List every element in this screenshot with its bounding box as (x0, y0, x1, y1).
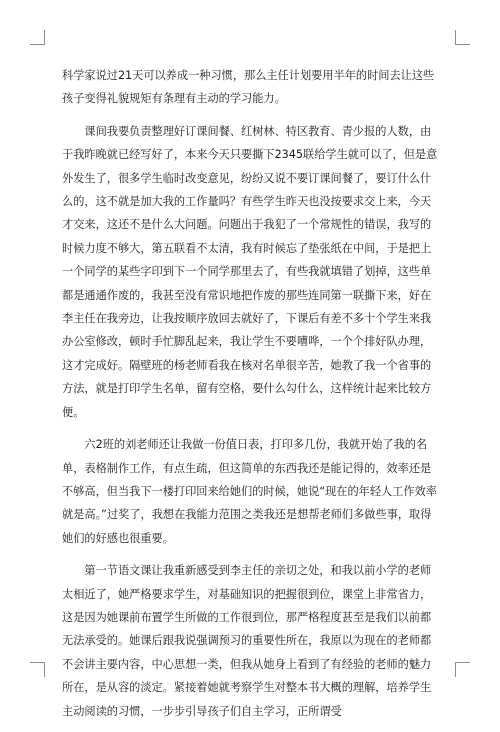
paragraph-4: 第一节语文课让我重新感受到李主任的亲切之处，和我以前小学的老师太相近了，她严格要求学生，对基础知识的把握很到位，课堂上非常省力，这是因为她课前布置学生所做的工作很到位，那严格程度甚至是我们以前都无法承受的。她课后跟我说强调预习的重要性所在，我原以为现在的老师都不会讲主要内容，中心思想一类，但我从她身上看到了有经验的老师的魅力所在，是从容的淡定。紧接着她就考察学生对整本书大概的理解，培养学生主动阅读的习惯，一步步引导孩子们自主学习，正所谓受 (62, 564, 432, 718)
crop-mark-top-right (455, 30, 470, 45)
paragraph-1: 科学家说过21天可以养成一种习惯，那么主任计划要用半年的时间去让这些孩子变得礼貌规矩有条理有主动的学习能力。 (62, 69, 435, 106)
crop-mark-bottom-left (30, 662, 45, 677)
paragraph-2: 课间我要负责整理好订课间餐、红树林、特区教育、青少报的人数，由于我昨晚就已经写好了，本来今天只要撕下2345联给学生就可以了，但是意外发生了，很多学生临时改变意见，纷纷又说不要订课间餐了，要订什么什么的，这不就是加大我的工作量吗？有些学生昨天也没按要求交上来，今天才交来，这还不是什么大问题。问题出于我犯了一个常规性的错误，我写的时候力度不够大，第五联看不太清，我有时候忘了垫张纸在中间，于是把上一个同学的某些字印到下一个同学那里去了，有些我就填错了划掉，这些单都是通通作废的，我甚至没有常识地把作废的那些连同第一联撕下来，好在李主任在我旁边，让我按顺序放回去就好了，下课后有差不多十个学生来我办公室修改，顿时手忙脚乱起来，我让学生不要嘈哗，一个个排好队办理，这才完成好。隔壁班的杨老师看我在核对名单很辛苦，她教了我一个省事的方法，就是打印学生名单，留有空格，要什么勾什么，这样统计起来比较方便。 (62, 124, 438, 419)
crop-mark-bottom-right (455, 662, 470, 677)
crop-mark-top-left (30, 30, 45, 45)
document-body (62, 64, 438, 732)
paragraph-3: 六2班的刘老师还让我做一份值日表，打印多几份，我就开始了我的名单，表格制作工作，有点生疏，但这简单的东西我还是能记得的，效率还是不够高，但当我下一楼打印回来给她们的时候，她说“现在的年轻人工作效率就是高。”过奖了，我想在我能力范围之类我还是想帮老师们多做些事，取得她们的好感也很重要。 (62, 438, 437, 545)
